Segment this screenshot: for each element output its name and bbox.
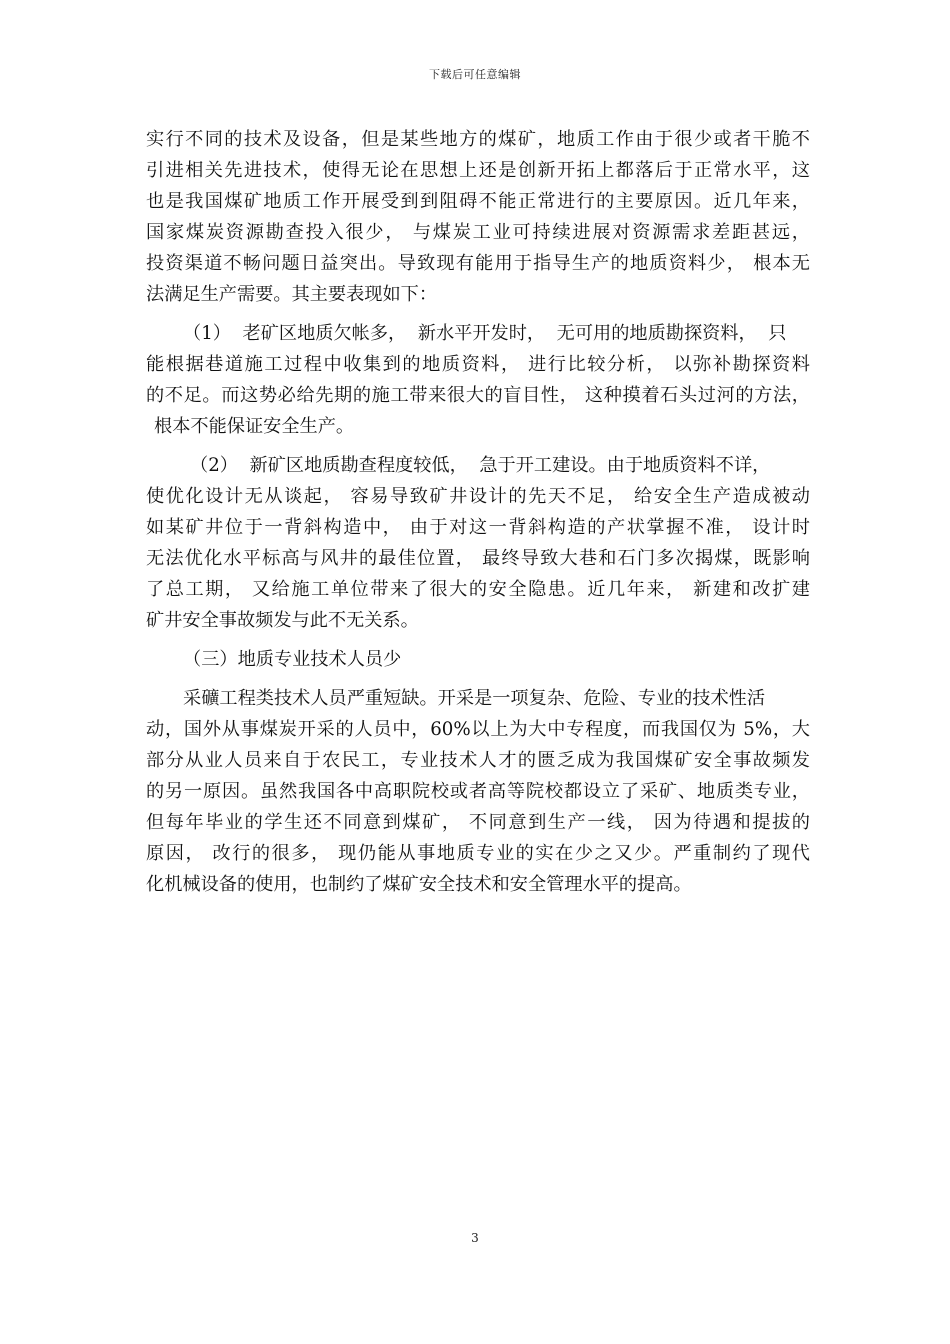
text-line: （2） 新矿区地质勘查程度较低， 急于开工建设。由于地质资料不详， xyxy=(190,455,771,476)
section-heading: （三）地质专业技术人员少 xyxy=(183,649,402,670)
paragraph-gap xyxy=(146,675,810,683)
text-line: 使优化设计无从谈起， 容易导致矿井设计的先天不足， 给安全生产造成被动 xyxy=(146,486,810,507)
text-line: 部分从业人员来自于农民工，专业技术人才的匮乏成为我国煤矿安全事故频发 xyxy=(146,750,810,771)
text-line: 动，国外从事煤炭开采的人员中，60%以上为大中专程度，而我国仅为 5%，大 xyxy=(146,719,810,740)
text-line: 也是我国煤矿地质工作开展受到到阻碍不能正常进行的主要原因。近几年来， xyxy=(146,191,810,212)
text-line: 实行不同的技术及设备，但是某些地方的煤矿，地质工作由于很少或者干脆不 xyxy=(146,129,810,150)
text-line: 的另一原因。虽然我国各中高职院校或者高等院校都设立了采矿、地质类专业， xyxy=(146,781,810,802)
text-line: 国家煤炭资源勘查投入很少， 与煤炭工业可持续进展对资源需求差距甚远， xyxy=(146,222,810,243)
text-line: 矿井安全事故频发与此不无关系。 xyxy=(146,610,419,631)
page-number: 3 xyxy=(471,1231,479,1245)
paragraph-technical-personnel xyxy=(146,683,810,900)
paragraph-gap xyxy=(146,310,810,318)
text-line: 无法优化水平标高与风井的最佳位置， 最终导致大巷和石门多次揭煤，既影响 xyxy=(146,548,810,569)
text-line: （1） 老矿区地质欠帐多， 新水平开发时， 无可用的地质勘探资料， 只 xyxy=(183,323,787,344)
text-line: 化机械设备的使用，也制约了煤矿安全技术和安全管理水平的提高。 xyxy=(146,874,692,895)
text-line: 采礦工程类技术人员严重短缺。开采是一项复杂、危险、专业的技术性活 xyxy=(183,688,766,709)
text-line: 投资渠道不畅问题日益突出。导致现有能用于指导生产的地质资料少， 根本无 xyxy=(146,253,810,274)
text-line: 了总工期， 又给施工单位带来了很大的安全隐患。近几年来， 新建和改扩建 xyxy=(146,579,810,600)
paragraph-new-mine-area xyxy=(146,450,810,636)
text-line: 的不足。而这势必给先期的施工带来很大的盲目性， 这种摸着石头过河的方法， xyxy=(146,385,810,406)
text-line: 原因， 改行的很多， 现仍能从事地质专业的实在少之又少。严重制约了现代 xyxy=(146,843,810,864)
text-line: 法满足生产需要。其主要表现如下： xyxy=(146,284,438,305)
text-line: 能根据巷道施工过程中收集到的地质资料， 进行比较分析， 以弥补勘探资料 xyxy=(146,354,810,375)
document-body xyxy=(146,124,810,900)
paragraph-gap xyxy=(146,636,810,644)
paragraph-old-mine-area xyxy=(146,318,810,442)
text-line: 如某矿井位于一背斜构造中， 由于对这一背斜构造的产状掌握不准， 设计时 xyxy=(146,517,810,538)
text-line: 引进相关先进技术，使得无论在思想上还是创新开拓上都落后于正常水平，这 xyxy=(146,160,810,181)
download-edit-note: 下载后可任意编辑 xyxy=(429,68,521,81)
text-line: 根本不能保证安全生产。 xyxy=(154,416,355,437)
paragraph-resource-investment xyxy=(146,124,810,310)
text-line: 但每年毕业的学生还不同意到煤矿， 不同意到生产一线， 因为待遇和提拔的 xyxy=(146,812,810,833)
paragraph-gap xyxy=(146,442,810,450)
